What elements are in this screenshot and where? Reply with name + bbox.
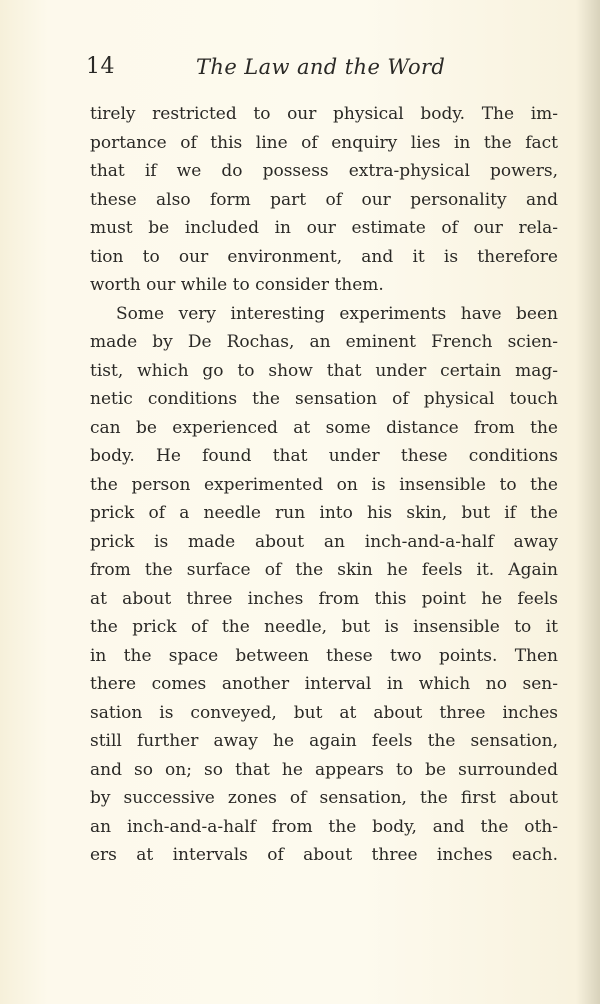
- book-title: The Law and the Word: [196, 55, 446, 79]
- text-line: can be experienced at some distance from the: [90, 417, 558, 438]
- text-line: must be included in our estimate of our rela-: [90, 218, 558, 238]
- text-line: still further away he again feels the sensation,: [90, 731, 558, 751]
- text-line: there comes another interval in which no sen-: [90, 674, 558, 694]
- text-line: tirely restricted to our physical body. The im-: [90, 104, 558, 124]
- text-line: body. He found that under these conditions: [90, 446, 558, 466]
- text-line: made by De Rochas, an eminent French scien-: [90, 332, 558, 352]
- running-head: [86, 52, 466, 82]
- text-line: the prick of the needle, but is insensible to it: [90, 617, 558, 637]
- text-line: the person experimented on is insensible to the: [90, 474, 558, 495]
- text-line: portance of this line of enquiry lies in the fact: [90, 132, 558, 153]
- text-line: prick of a needle run into his skin, but if the: [90, 503, 558, 523]
- text-line: Some very interesting experiments have been: [116, 303, 558, 324]
- text-line: from the surface of the skin he feels it. Again: [90, 560, 558, 580]
- text-line: these also form part of our personality and: [90, 189, 558, 210]
- text-line: tist, which go to show that under certain mag-: [90, 360, 558, 381]
- text-line: by successive zones of sensation, the first about: [90, 788, 558, 808]
- text-line: at about three inches from this point he feels: [90, 588, 558, 609]
- text-line: worth our while to consider them.: [90, 275, 384, 295]
- text-line: ers at intervals of about three inches each.: [90, 845, 558, 865]
- text-line: an inch-and-a-half from the body, and the oth-: [90, 816, 558, 837]
- text-line: that if we do possess extra-physical powers,: [90, 161, 558, 181]
- page-number: 14: [86, 54, 115, 79]
- text-line: in the space between these two points. Then: [90, 645, 558, 666]
- text-line: tion to our environment, and it is therefore: [90, 246, 558, 267]
- body-text: [90, 100, 558, 870]
- text-line: and so on; so that he appears to be surrounded: [90, 759, 558, 780]
- text-line: netic conditions the sensation of physical touch: [90, 389, 558, 409]
- text-line: sation is conveyed, but at about three inches: [90, 702, 558, 723]
- text-line: prick is made about an inch-and-a-half away: [90, 531, 558, 552]
